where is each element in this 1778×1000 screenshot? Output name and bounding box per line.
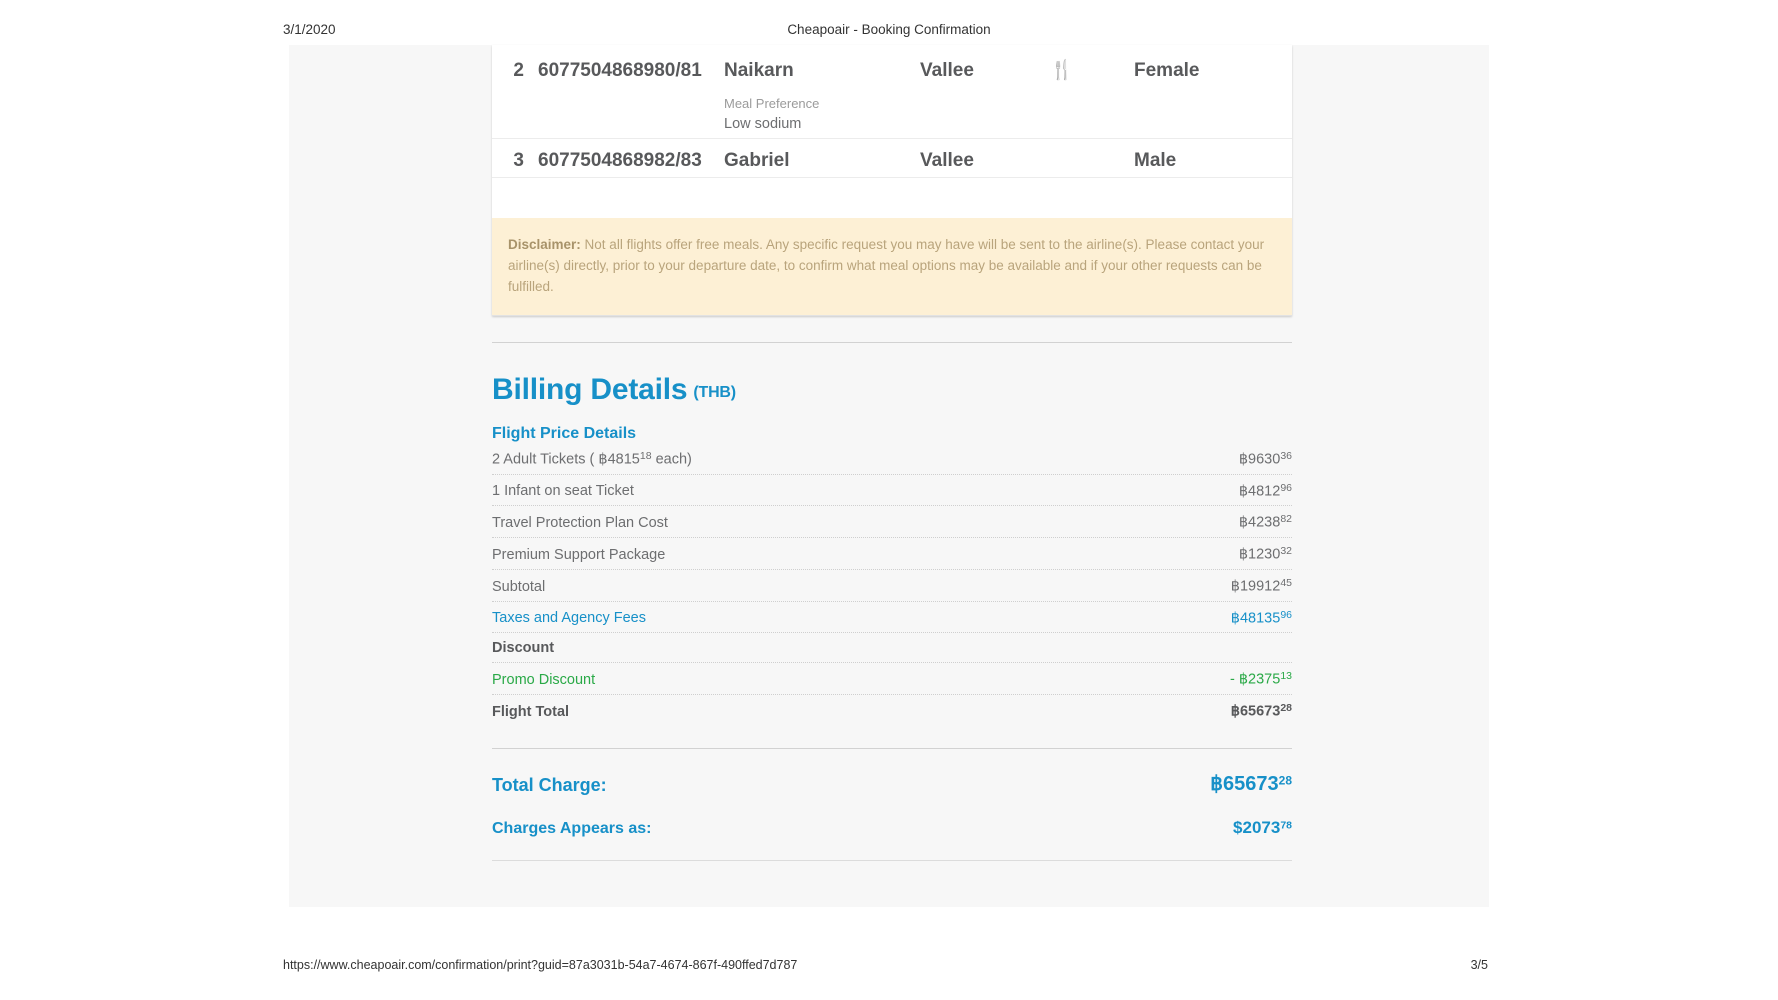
price-line-amount-sup: 36 <box>1280 450 1292 462</box>
print-date: 3/1/2020 <box>283 22 336 37</box>
billing-details-heading <box>492 373 1292 407</box>
passenger-ticket-number: 6077504868980/81 <box>538 60 702 81</box>
passenger-number: 3 <box>513 150 524 171</box>
charges-appears-as-label: Charges Appears as: <box>492 819 652 837</box>
price-line-label-sup: 18 <box>639 450 652 462</box>
utensils-icon: 🍴 <box>1050 60 1074 81</box>
flight-price-details-heading: Flight Price Details <box>492 425 637 442</box>
price-line-label: 1 Infant on seat Ticket <box>492 483 634 500</box>
disclaimer-label: Disclaimer: <box>508 237 581 252</box>
price-line-amount-sup: 96 <box>1280 608 1292 621</box>
price-line-amount-sup: 45 <box>1280 576 1292 589</box>
price-line-amount-text: ฿9630 <box>1238 451 1281 468</box>
price-line-amount-text: ฿4238 <box>1238 515 1281 532</box>
billing-heading-text: Billing Details <box>492 373 688 406</box>
disclaimer-text: Not all flights offer free meals. Any specific request you may have will be sent to the airline(s). Please contact your airline(s) directly, prior to your departure date, to confirm what meal options may be available and if your other requests can be fulfilled. <box>508 237 1265 294</box>
price-line-label-text: 2 Adult Tickets ( ฿4815 <box>492 451 640 468</box>
price-line-amount <box>1231 702 1292 720</box>
passenger-last-name: Vallee <box>920 150 974 171</box>
price-line-label[interactable]: Taxes and Agency Fees <box>492 610 646 627</box>
price-line-amount-sup: 13 <box>1280 670 1292 683</box>
price-line-amount-text: ฿65673 <box>1230 703 1281 720</box>
price-line-amount-text: ฿4812 <box>1238 483 1281 500</box>
passenger-table-card <box>492 45 1292 316</box>
charges-appears-as-row <box>492 796 1292 838</box>
price-line-label: Subtotal <box>492 578 546 595</box>
total-charge-amount-sup: 28 <box>1278 773 1292 788</box>
print-page-number: 3/5 <box>1470 958 1488 972</box>
charges-appears-as-amount <box>1233 818 1292 838</box>
section-divider <box>492 342 1292 343</box>
billing-currency: (THB) <box>693 384 736 401</box>
price-line-label <box>492 450 692 468</box>
price-line-amount <box>1239 545 1292 563</box>
price-line-amount <box>1239 513 1292 531</box>
charges-amount-sup: 78 <box>1280 819 1292 832</box>
price-line-amount-sup: 32 <box>1280 545 1292 558</box>
passenger-gender: Female <box>1134 60 1200 81</box>
passenger-number: 2 <box>513 60 524 81</box>
price-line-amount-sup: 82 <box>1280 513 1292 526</box>
meal-disclaimer <box>492 218 1292 315</box>
table-bottom-spacer <box>492 178 1292 218</box>
total-charge-amount <box>1210 771 1292 796</box>
price-line-amount <box>1231 577 1292 595</box>
passenger-first-name-cell <box>710 149 920 173</box>
table-row <box>492 49 1292 139</box>
total-charge-amount-text: ฿65673 <box>1210 772 1279 795</box>
price-line-promo-discount <box>492 663 1292 695</box>
price-line-label: Travel Protection Plan Cost <box>492 515 668 532</box>
table-row <box>492 139 1292 178</box>
price-line-label: Flight Total <box>492 703 570 720</box>
bottom-divider <box>492 860 1292 861</box>
price-line-amount-sup: 28 <box>1280 702 1292 715</box>
passenger-ticket-number: 6077504868982/83 <box>538 150 702 171</box>
passenger-first-name: Gabriel <box>724 150 790 171</box>
price-line-discount-header <box>492 633 1292 663</box>
price-line-taxes-and-fees[interactable] <box>492 602 1292 634</box>
price-line-amount <box>1239 450 1292 468</box>
flight-price-lines <box>492 443 1292 726</box>
meal-preference-value: Low sodium <box>724 116 802 132</box>
price-line-label: Discount <box>492 640 555 657</box>
price-line-amount <box>1230 670 1292 688</box>
price-line-amount-text: ฿48135 <box>1230 610 1281 627</box>
meal-preference-label: Meal Preference <box>724 96 820 111</box>
total-charge-row <box>492 749 1292 796</box>
price-line-amount <box>1239 482 1292 500</box>
charges-amount-text: $2073 <box>1233 817 1281 837</box>
print-source-url: https://www.cheapoair.com/confirmation/print?guid=87a3031b-54a7-4674-867f-490ffed7d787 <box>283 958 798 972</box>
price-line-amount <box>1231 609 1292 627</box>
price-line-flight-total <box>492 695 1292 726</box>
total-charge-label: Total Charge: <box>492 774 607 795</box>
meal-icon-cell <box>1050 59 1134 83</box>
price-line-label: Promo Discount <box>492 672 596 689</box>
price-line-premium-support <box>492 538 1292 570</box>
passenger-first-name: Naikarn <box>724 60 794 81</box>
price-line-travel-protection <box>492 506 1292 538</box>
passenger-gender: Male <box>1134 150 1177 171</box>
price-line-amount-text: ฿1230 <box>1238 546 1281 563</box>
print-footer <box>0 958 1778 978</box>
price-line-amount-text: ฿19912 <box>1230 578 1281 595</box>
print-document-title: Cheapoair - Booking Confirmation <box>787 22 991 37</box>
passenger-first-name-cell <box>710 59 920 134</box>
price-line-label-tail: each) <box>651 451 692 468</box>
document-content <box>492 45 1292 861</box>
passenger-last-name: Vallee <box>920 60 974 81</box>
print-header <box>0 22 1778 42</box>
price-line-amount-text: - ฿2375 <box>1229 672 1281 689</box>
price-line-subtotal <box>492 570 1292 602</box>
price-line-amount-sup: 96 <box>1280 481 1292 494</box>
price-line-label: Premium Support Package <box>492 546 666 563</box>
price-line-infant-ticket <box>492 475 1292 507</box>
price-line-adult-tickets <box>492 443 1292 475</box>
document-paper <box>289 45 1489 907</box>
